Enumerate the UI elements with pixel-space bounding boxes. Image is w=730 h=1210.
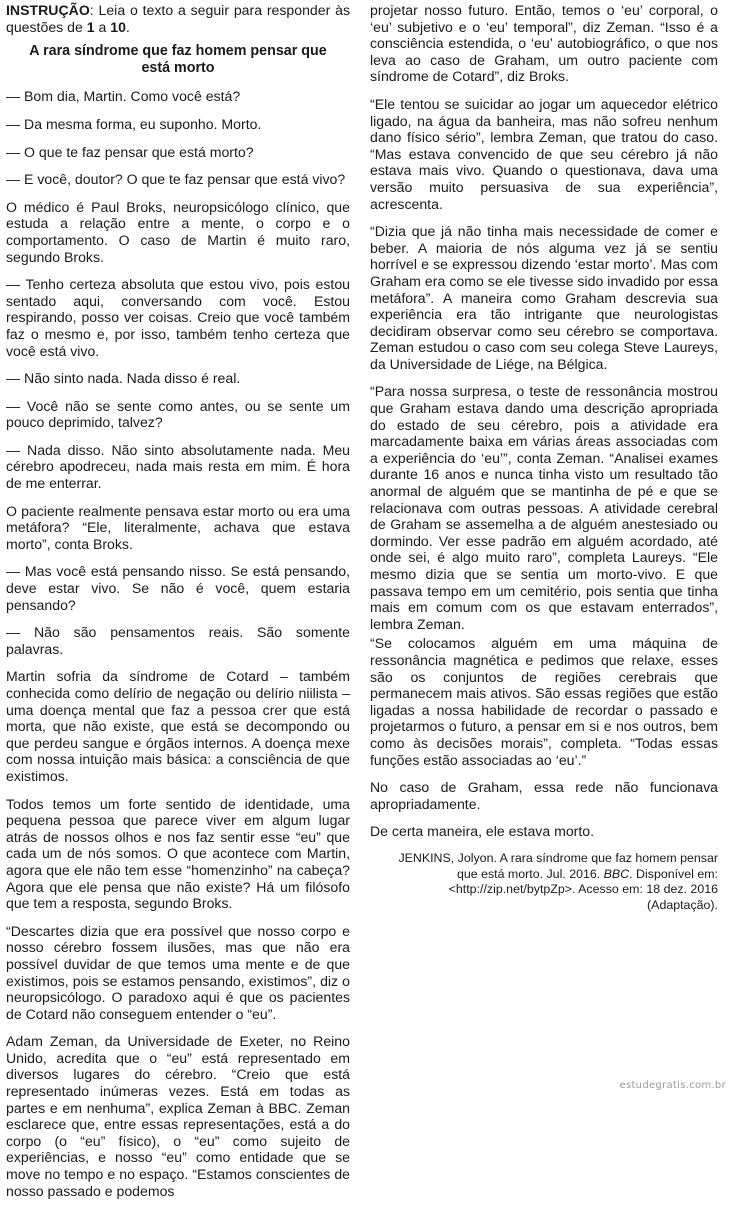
site-watermark: estudegratis.com.br — [619, 1080, 726, 1091]
question-end: 10 — [110, 18, 126, 35]
citation-publisher: BBC — [603, 866, 630, 881]
article-title: A rara síndrome que faz homem pensar que está morto — [29, 43, 327, 76]
paragraph: — Nada disso. Não sinto absolutamente nada. Meu cérebro apodreceu, nada mais resta em mim. É hora de me enterrar. — [6, 441, 350, 492]
left-column — [6, 2, 350, 1210]
paragraph: “Para nossa surpresa, o teste de ressonância mostrou que Graham estava dando uma descrição apropriada do estado de seu cérebro, pois a atividade era marcadamente baixa em várias áreas associadas com a experiência do ‘eu’”, conta Zeman. “Analisei exames durante 16 anos e nunca tinha visto um resultado tão anormal de alguém que se mantinha de pé e que se relacionava com outras pessoas. A atividade cerebral de Graham se assemelha a de alguém anestesiado ou dormindo. Ver esse padrão em alguém acordado, até onde sei, é algo muito raro”, completa Laureys. “Ele mesmo dizia que se sentia um morto-vivo. E que passava tempo em um cemitério, pois sentia que tinha mais em comum com os que estavam enterrados”, lembra Zeman. — [370, 383, 718, 632]
paragraph: “Ele tentou se suicidar ao jogar um aquecedor elétrico ligado, na água da banheira, mas não sofreu nenhum dano físico sério”, lembra Zeman, que tratou do caso. “Mas estava convencido de que seu cérebro já não estava mais vivo. Quando o questionava, dava uma versão muito persuasiva de sua experiência”, acrescenta. — [370, 95, 718, 212]
paragraph: — Tenho certeza absoluta que estou vivo, pois estou sentado aqui, conversando com você. Estou respirando, posso ver coisas. Creio que você também faz o mesmo e, por isso, também tenho certeza que você está vivo. — [6, 276, 350, 359]
paragraph: “Se colocamos alguém em uma máquina de ressonância magnética e pedimos que relaxe, esses são os conjuntos de regiões cerebrais que permanecem mais ativos. São essas regiões que estão ligadas a nossa habilidade de recordar o passado e projetarmos o futuro, a pensar em si e nos outros, bem como às decisões morais”, completa. “Todas essas funções estão associadas ao ‘eu’.” — [370, 635, 718, 768]
instruction-text-before: : Leia o texto a seguir para responder às questões de — [6, 2, 350, 35]
paragraph: projetar nosso futuro. Então, temos o ‘eu’ corporal, o ‘eu’ subjetivo e o ‘eu’ temporal”, diz Zeman. “Isso é a consciência estendida, o ‘eu’ autobiográfico, o que nos leva ao caso de Graham, um outro paciente com síndrome de Cotard”, diz Broks. — [370, 2, 718, 85]
right-column — [370, 2, 718, 924]
paragraph: O médico é Paul Broks, neuropsicólogo clínico, que estuda a relação entre a mente, o corpo e o comportamento. O caso de Martin é muito raro, segundo Broks. — [6, 198, 350, 265]
question-start: 1 — [86, 18, 95, 35]
paragraph: “Dizia que já não tinha mais necessidade de comer e beber. A maioria de nós alguma vez já se sentiu horrível e se expressou dizendo ‘estar morto’. Mas com Graham era como se ele tivesse sido invadido por essa metáfora”. A maneira como Graham descrevia sua experiência era tão intrigante que neurologistas decidiram observar como seu cérebro se comportava. Zeman estudou o caso com seu colega Steve Laureys, da Universidade de Liége, na Bélgica. — [370, 223, 718, 372]
paragraph: No caso de Graham, essa rede não funcionava apropriadamente. — [370, 779, 718, 812]
paragraph: — Você não se sente como antes, ou se sente um pouco deprimido, talvez? — [6, 397, 350, 431]
instruction-label: INSTRUÇÃO — [6, 2, 90, 18]
paragraph: Martin sofria da síndrome de Cotard – também conhecida como delírio de negação ou delírio niilista – uma doença mental que faz a pessoa crer que está morta, que não existe, que está se decompondo ou que perdeu sangue e órgãos internos. A doença mexe com nossa intuição mais básica: a consciência de que existimos. — [6, 668, 350, 784]
paragraph: — Da mesma forma, eu suponho. Morto. — [6, 115, 262, 132]
paragraph: O paciente realmente pensava estar morto ou era uma metáfora? “Ele, literalmente, achava que estava morto”, conta Broks. — [6, 502, 350, 552]
paragraph: De certa maneira, ele estava morto. — [370, 823, 595, 840]
citation-text-after: . Disponível em: <http://zip.net/bytpZp>. Acesso em: 18 dez. 2016 (Adaptação). — [448, 866, 718, 912]
citation-text-before: JENKINS, Jolyon. A rara síndrome que faz homem pensar que está morto. Jul. 2016. — [398, 850, 718, 881]
paragraph: Todos temos um forte sentido de identidade, uma pequena pessoa que parece viver em algum lugar atrás de nossos olhos e nos faz sentir esse “eu” que cada um de nós somos. O que acontece com Martin, agora que ele não tem esse “homenzinho” na cabeça? Agora que ele pensa que não existe? Há um filósofo que tem a resposta, segundo Broks. — [6, 795, 350, 912]
instruction — [6, 2, 350, 35]
paragraph: Adam Zeman, da Universidade de Exeter, no Reino Unido, acredita que o “eu” está representado em diversos lugares do cérebro. “Creio que está representado inúmeras vezes. Está em todas as partes e em nenhuma”, explica Zeman à BBC. Zeman esclarece que, entre essas representações, está a do corpo (o “eu” físico), o “eu” como sujeito de experiências, e nosso “eu” como entidade que se move no tempo e no espaço. “Estamos conscientes de nosso passado e podemos — [6, 1033, 350, 1199]
paragraph: “Descartes dizia que era possível que nosso corpo e nosso cérebro fossem ilusões, mas que não era possível duvidar de que temos uma mente e de que existimos, pois se estamos pensando, existimos”, diz o neuropsicólogo. O paradoxo aqui é que os pacientes de Cotard não conseguem entender o “eu”. — [6, 922, 350, 1022]
paragraph: — O que te faz pensar que está morto? — [6, 143, 254, 160]
paragraph: — Bom dia, Martin. Como você está? — [6, 88, 241, 105]
paragraph: — Não sinto nada. Nada disso é real. — [6, 370, 241, 387]
paragraph: — E você, doutor? O que te faz pensar que está vivo? — [6, 171, 346, 188]
source-citation — [370, 851, 718, 913]
paragraph: — Não são pensamentos reais. São somente palavras. — [6, 624, 350, 657]
paragraph: — Mas você está pensando nisso. Se está pensando, deve estar vivo. Se não é você, quem estaria pensando? — [6, 563, 350, 613]
instruction-text-after: . — [125, 18, 130, 35]
instruction-text-mid: a — [94, 18, 111, 35]
